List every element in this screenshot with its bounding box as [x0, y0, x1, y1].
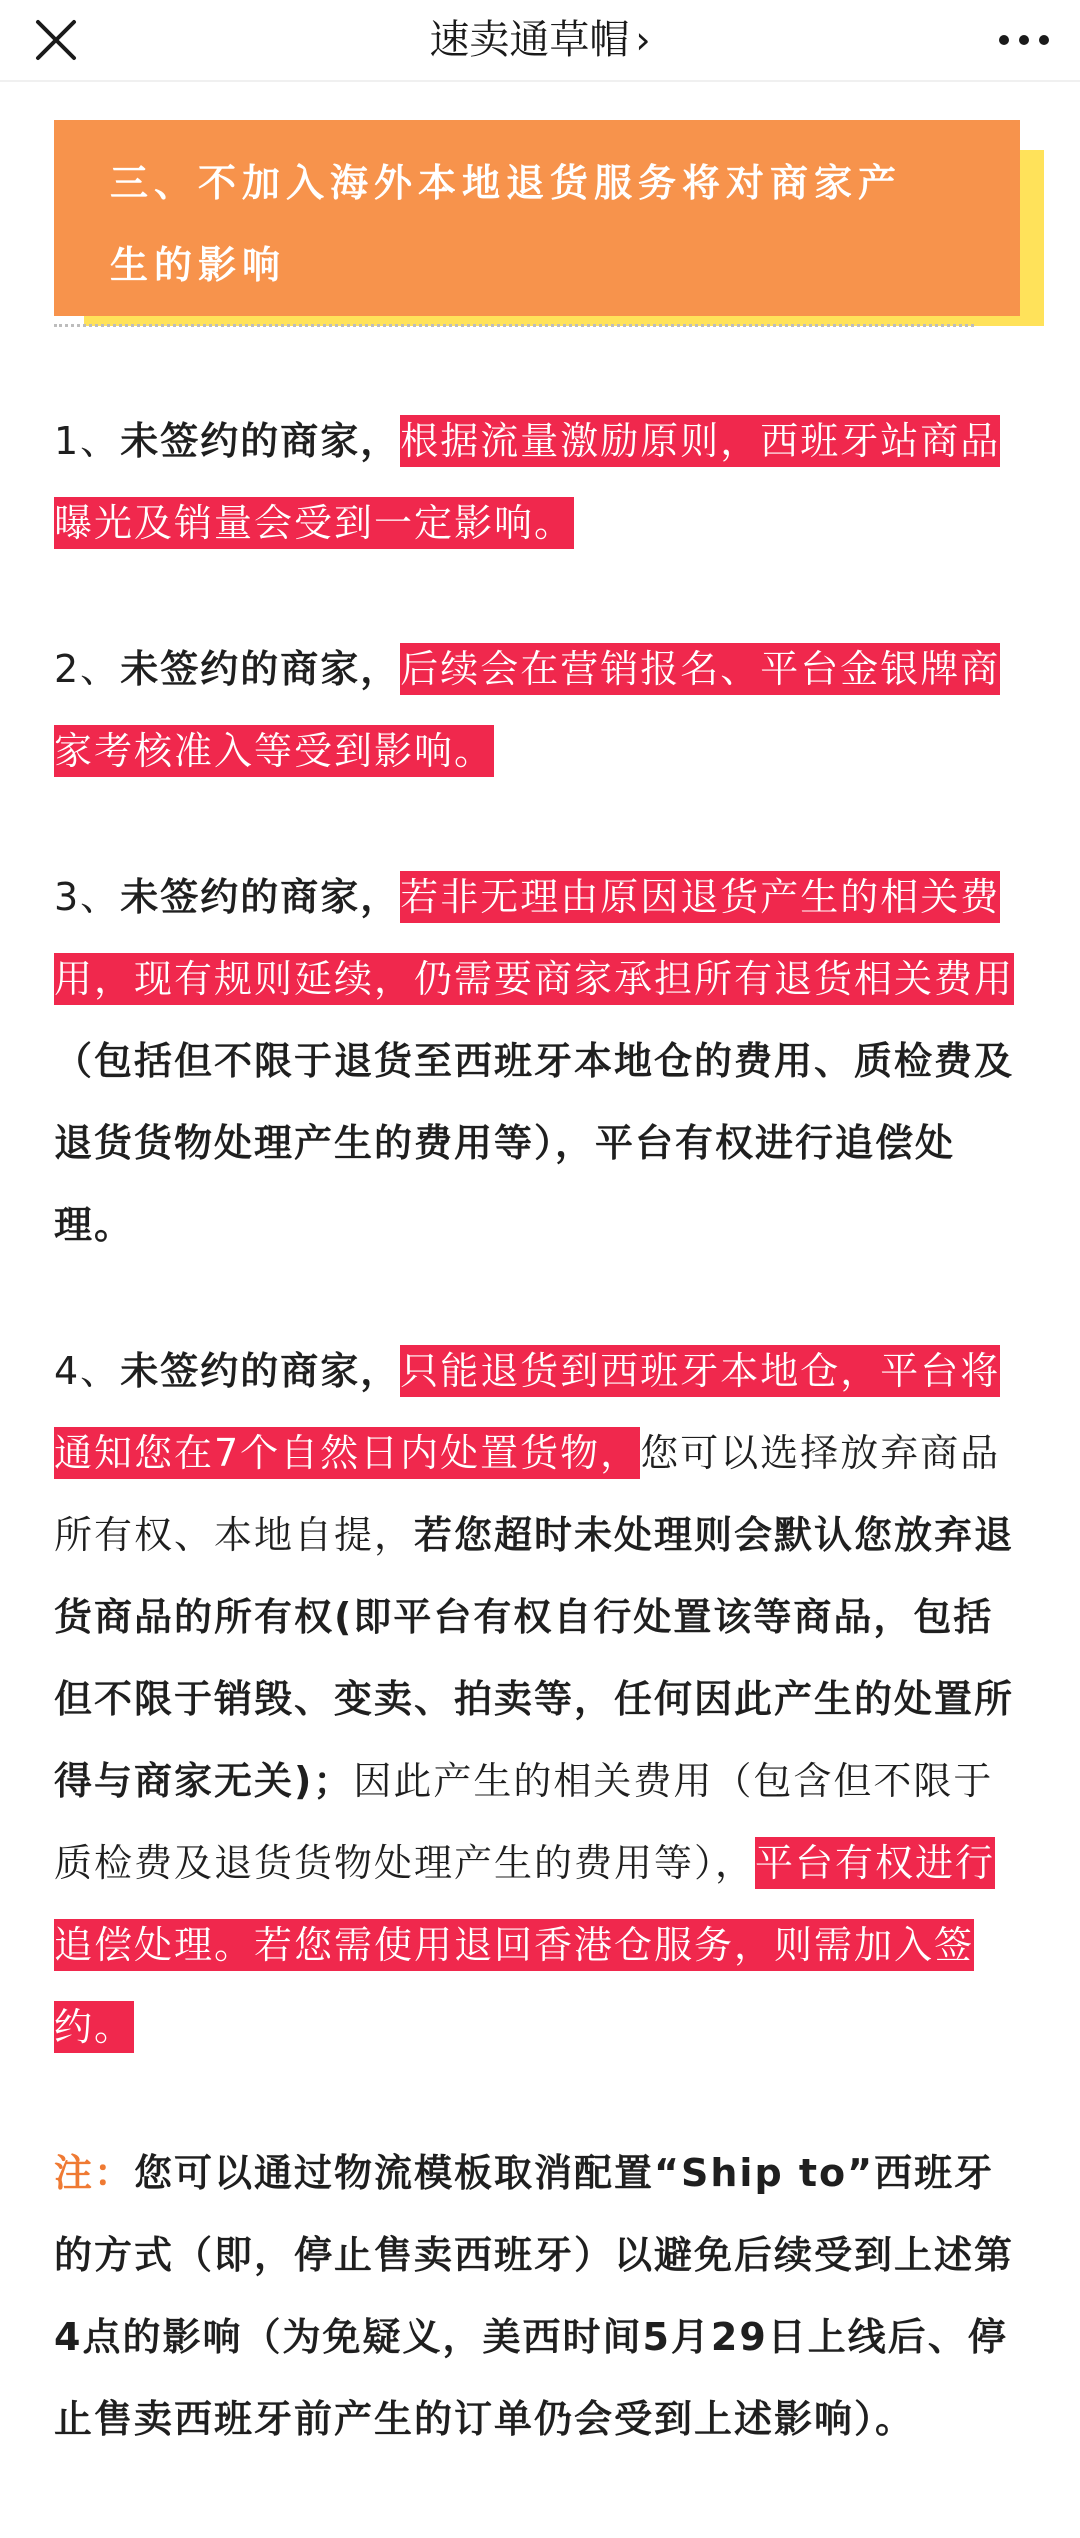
item-lead: 未签约的商家， — [120, 647, 401, 691]
more-icon[interactable] — [994, 20, 1054, 60]
list-item-3 — [54, 856, 1026, 1266]
list-item-2 — [54, 628, 1026, 792]
section-title-line2: 生的影响 — [110, 243, 287, 287]
item-number: 2、 — [54, 647, 121, 691]
item-plain-text: 您可以选择放弃商品所有权、本地自提， — [54, 1431, 1001, 1557]
note-paragraph — [54, 2132, 1026, 2460]
item-bold-text: 若您超时未处理则会默认您放弃退货商品的所有权(即平台有权自行处置该等商品，包括但不限于销毁、变卖、拍卖等，任何因此产生的处置所得与商家无关)； — [54, 1513, 1015, 1803]
list-item-1 — [54, 400, 1026, 564]
item-number: 3、 — [54, 875, 121, 919]
item-highlight: 若非无理由原因退货产生的相关费用，现有规则延续，仍需要商家承担所有退货相关费用 — [54, 871, 1014, 1005]
note-label: 注： — [54, 2151, 135, 2195]
section-title-line1: 三、不加入海外本地退货服务将对商家产 — [110, 161, 903, 205]
list-item-4 — [54, 1330, 1026, 2068]
item-plain-text-2: 因此产生的相关费用（包含但不限于质检费及退货货物处理产生的费用等）， — [54, 1759, 994, 1885]
item-highlight-2: 平台有权进行追偿处理。若您需使用退回香港仓服务，则需加入签约。 — [54, 1837, 995, 2053]
item-bold-text: （包括但不限于退货至西班牙本地仓的费用、质检费及退货货物处理产生的费用等），平台有权进行追偿处理。 — [54, 1039, 1015, 1247]
item-lead: 未签约的商家， — [120, 1349, 401, 1393]
item-highlight: 根据流量激励原则，西班牙站商品曝光及销量会受到一定影响。 — [54, 415, 1000, 549]
item-lead: 未签约的商家， — [120, 419, 401, 463]
item-lead: 未签约的商家， — [120, 875, 401, 919]
top-nav-bar — [0, 0, 1080, 82]
dotted-divider — [54, 324, 974, 327]
nav-title-text: 速卖通草帽 — [429, 17, 630, 63]
item-number: 1、 — [54, 419, 121, 463]
account-title-link[interactable] — [0, 14, 1080, 66]
chevron-right-icon: › — [635, 18, 651, 62]
note-text: 您可以通过物流模板取消配置“Ship to”西班牙的方式（即，停止售卖西班牙）以避免后续受到上述第4点的影响（为免疑义，美西时间5月29日上线后、停止售卖西班牙前产生的订单仍会受到上述影响）。 — [54, 2151, 1015, 2441]
item-number: 4、 — [54, 1349, 121, 1393]
item-highlight: 后续会在营销报名、平台金银牌商家考核准入等受到影响。 — [54, 643, 1000, 777]
section-header — [54, 120, 1024, 326]
section-title — [54, 120, 1020, 316]
item-highlight: 只能退货到西班牙本地仓，平台将通知您在7个自然日内处置货物， — [54, 1345, 1000, 1479]
article-body — [54, 400, 1026, 2524]
